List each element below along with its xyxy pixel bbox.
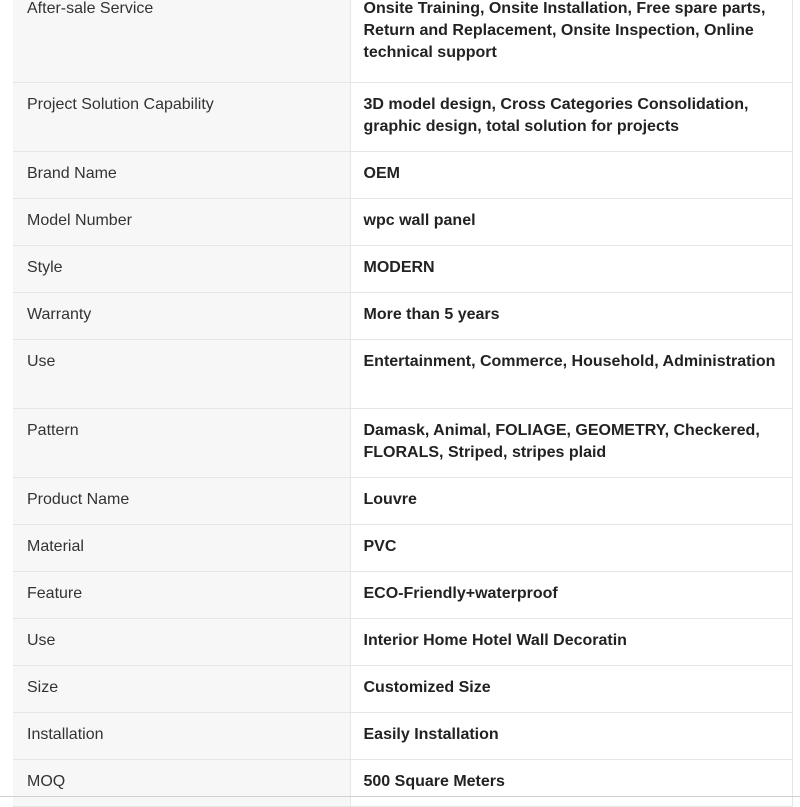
spec-row-warranty <box>13 293 792 340</box>
spec-row-product-name <box>13 478 792 525</box>
spec-label: Material <box>13 525 350 572</box>
spec-label: Pattern <box>13 409 350 478</box>
spec-row-material <box>13 525 792 572</box>
spec-value: Entertainment, Commerce, Household, Administration <box>350 340 792 409</box>
spec-label: Warranty <box>13 293 350 340</box>
spec-label: Size <box>13 666 350 713</box>
spec-row-use <box>13 340 792 409</box>
spec-value: Interior Home Hotel Wall Decoratin <box>350 619 792 666</box>
spec-row-after-sale-service <box>13 0 792 83</box>
spec-row-brand-name <box>13 152 792 199</box>
spec-label: Feature <box>13 572 350 619</box>
spec-label: Brand Name <box>13 152 350 199</box>
spec-value: 500 Square Meters <box>350 760 792 807</box>
spec-label: Model Number <box>13 199 350 246</box>
spec-label: Project Solution Capability <box>13 83 350 152</box>
spec-label: Use <box>13 340 350 409</box>
spec-value: MODERN <box>350 246 792 293</box>
spec-label: Use <box>13 619 350 666</box>
spec-label: Style <box>13 246 350 293</box>
spec-row-moq <box>13 760 792 807</box>
spec-label: Installation <box>13 713 350 760</box>
spec-value: Customized Size <box>350 666 792 713</box>
spec-row-style <box>13 246 792 293</box>
spec-value: Onsite Training, Onsite Installation, Free spare parts, Return and Replacement, Onsite Inspection, Online technical support <box>350 0 792 83</box>
spec-label: After-sale Service <box>13 0 350 83</box>
spec-value: Easily Installation <box>350 713 792 760</box>
spec-label: Product Name <box>13 478 350 525</box>
spec-value: wpc wall panel <box>350 199 792 246</box>
spec-label: MOQ <box>13 760 350 807</box>
spec-value: Louvre <box>350 478 792 525</box>
spec-value: More than 5 years <box>350 293 792 340</box>
spec-value: PVC <box>350 525 792 572</box>
spec-row-installation <box>13 713 792 760</box>
spec-value: Damask, Animal, FOLIAGE, GEOMETRY, Checkered, FLORALS, Striped, stripes plaid <box>350 409 792 478</box>
spec-row-pattern <box>13 409 792 478</box>
spec-value: ECO-Friendly+waterproof <box>350 572 792 619</box>
spec-value: 3D model design, Cross Categories Consolidation, graphic design, total solution for projects <box>350 83 792 152</box>
page-bottom-divider <box>0 796 800 797</box>
product-spec-table <box>13 0 793 807</box>
spec-row-project-solution <box>13 83 792 152</box>
spec-row-model-number <box>13 199 792 246</box>
spec-row-use-2 <box>13 619 792 666</box>
spec-value: OEM <box>350 152 792 199</box>
spec-row-size <box>13 666 792 713</box>
spec-row-feature <box>13 572 792 619</box>
